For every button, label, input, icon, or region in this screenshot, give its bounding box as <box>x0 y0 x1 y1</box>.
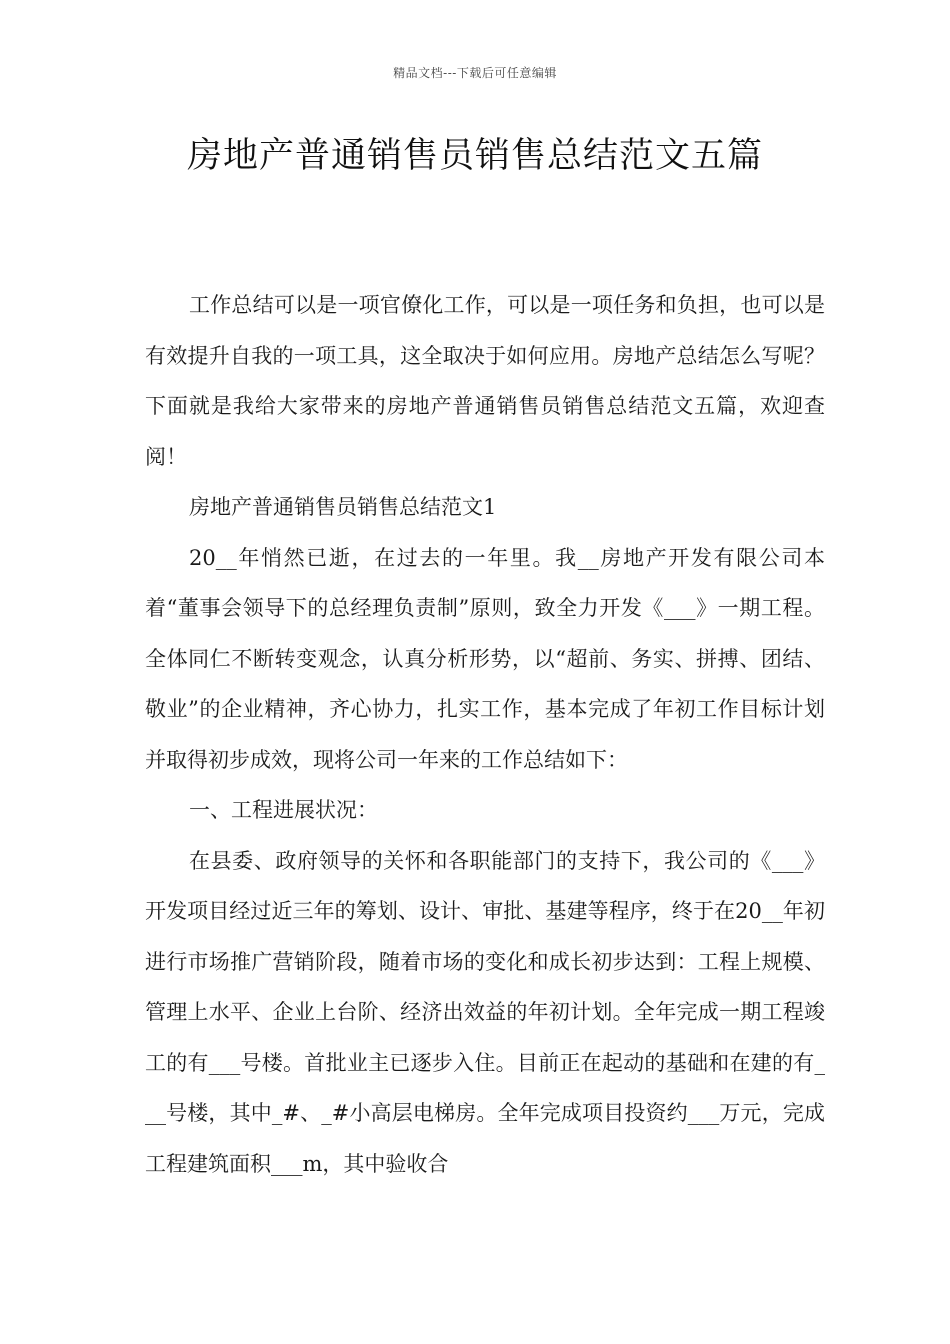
body-paragraph: 20__年悄然已逝，在过去的一年里。我__房地产开发有限公司本着“董事会领导下的总经理负责制”原则，致全力开发《___》一期工程。全体同仁不断转变观念，认真分析形势，以“超前、务实、拼搏、团结、敬业”的企业精神，齐心协力，扎实工作，基本完成了年初工作目标计划并取得初步成效，现将公司一年来的工作总结如下： <box>145 545 825 772</box>
header-note: 精品文档---下载后可任意编辑 <box>393 66 557 80</box>
document-body <box>145 280 825 1189</box>
section-heading-sample-1: 房地产普通销售员销售总结范文1 <box>189 495 497 519</box>
body-paragraph: 在县委、政府领导的关怀和各职能部门的支持下，我公司的《___》开发项目经过近三年的筹划、设计、审批、基建等程序，终于在20__年初进行市场推广营销阶段，随着市场的变化和成长初步达到：工程上规模、管理上水平、企业上台阶、经济出效益的年初计划。全年完成一期工程竣工的有___号楼。首批业主已逐步入住。目前正在起动的基础和在建的有___号楼，其中_#、_#小高层电梯房。全年完成项目投资约___万元，完成工程建筑面积___m，其中验收合 <box>145 848 825 1176</box>
document-title: 房地产普通销售员销售总结范文五篇 <box>186 136 763 176</box>
intro-paragraph: 工作总结可以是一项官僚化工作，可以是一项任务和负担，也可以是有效提升自我的一项工具，这全取决于如何应用。房地产总结怎么写呢？下面就是我给大家带来的房地产普通销售员销售总结范文五篇，欢迎查阅！ <box>145 293 825 469</box>
subsection-heading-progress: 一、工程进展状况： <box>189 798 378 822</box>
